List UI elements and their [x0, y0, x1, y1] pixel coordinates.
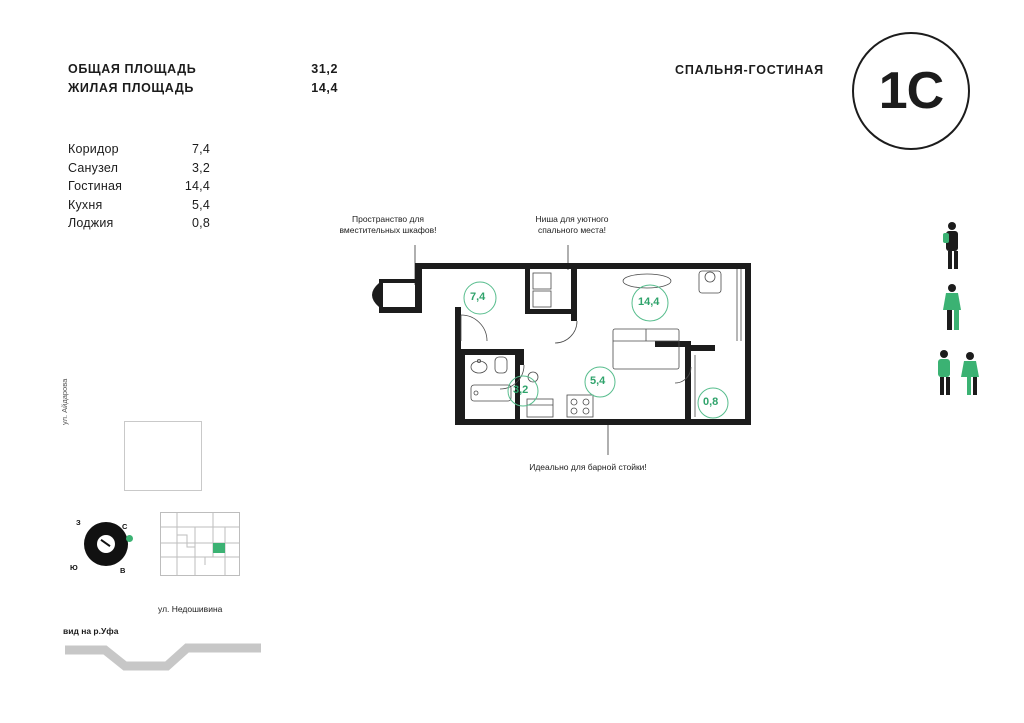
river-view-label: вид на р.Уфа: [63, 626, 119, 636]
area-label-bathroom: 3,2: [513, 384, 529, 396]
person-icon: [961, 352, 979, 395]
compass-label-north: С: [122, 522, 128, 531]
area-label-living-room: 14,4: [638, 296, 660, 308]
list-item: [68, 140, 328, 159]
plan-walls: [372, 263, 751, 425]
summary-value: 14,4: [311, 81, 338, 95]
callout-niche-line2: спального места!: [537, 225, 607, 235]
room-label: Лоджия: [68, 216, 114, 230]
room-value: 0,8: [192, 216, 210, 230]
compass-label-east: В: [120, 566, 126, 575]
plan-fixtures: [461, 269, 741, 417]
river-graphic: [63, 636, 263, 676]
person-icon: [938, 350, 950, 395]
summary-label: ЖИЛАЯ ПЛОЩАДЬ: [68, 81, 194, 95]
room-value: 5,4: [192, 197, 210, 212]
building-mini-plan: [160, 512, 240, 576]
list-item: [68, 159, 328, 178]
page-title: СПАЛЬНЯ-ГОСТИНАЯ: [675, 63, 824, 77]
compass-label-west: З: [76, 518, 81, 527]
area-label-loggia: 0,8: [703, 396, 719, 408]
list-item: [68, 177, 328, 196]
room-label: Коридор: [68, 142, 119, 156]
apartment-type-badge-label: 1C: [878, 62, 944, 120]
compass-orientation-dot: [126, 535, 133, 542]
summary-row: [68, 79, 398, 98]
callout-niche-line1: Ниша для уютного: [535, 214, 609, 224]
callout-wardrobe-line2: вместительных шкафов!: [339, 225, 437, 235]
callout-wardrobe: [313, 214, 463, 236]
area-label-corridor: 7,4: [470, 291, 486, 303]
room-label: Кухня: [68, 197, 103, 212]
site-plan-box: [124, 421, 202, 491]
summary-row: [68, 60, 398, 79]
room-value: 7,4: [192, 142, 210, 156]
list-item: [68, 196, 328, 215]
callout-wardrobe-line1: Пространство для: [351, 214, 425, 224]
street-label: ул. Недошивина: [158, 604, 223, 614]
current-unit-highlight: [213, 543, 225, 553]
people-silhouettes: [930, 218, 1000, 408]
room-value: 3,2: [192, 160, 210, 175]
area-summary: [68, 60, 398, 98]
apartment-type-badge: [852, 32, 970, 150]
room-label: Гостиная: [68, 179, 123, 193]
summary-label: ОБЩАЯ ПЛОЩАДЬ: [68, 62, 197, 76]
area-label-kitchen: 5,4: [590, 375, 606, 387]
summary-value: 31,2: [311, 62, 338, 76]
room-list: [68, 140, 328, 233]
apartment-floor-plan: [355, 245, 765, 455]
side-street-label: ул. Айдарова: [60, 378, 69, 425]
person-icon: [943, 222, 958, 269]
callout-niche: [497, 214, 647, 236]
room-label: Санузел: [68, 160, 119, 175]
callout-bar: Идеально для барной стойки!: [529, 462, 647, 472]
person-icon: [943, 284, 961, 330]
list-item: [68, 214, 328, 233]
room-value: 14,4: [184, 179, 210, 193]
compass-label-south: Ю: [70, 563, 78, 572]
